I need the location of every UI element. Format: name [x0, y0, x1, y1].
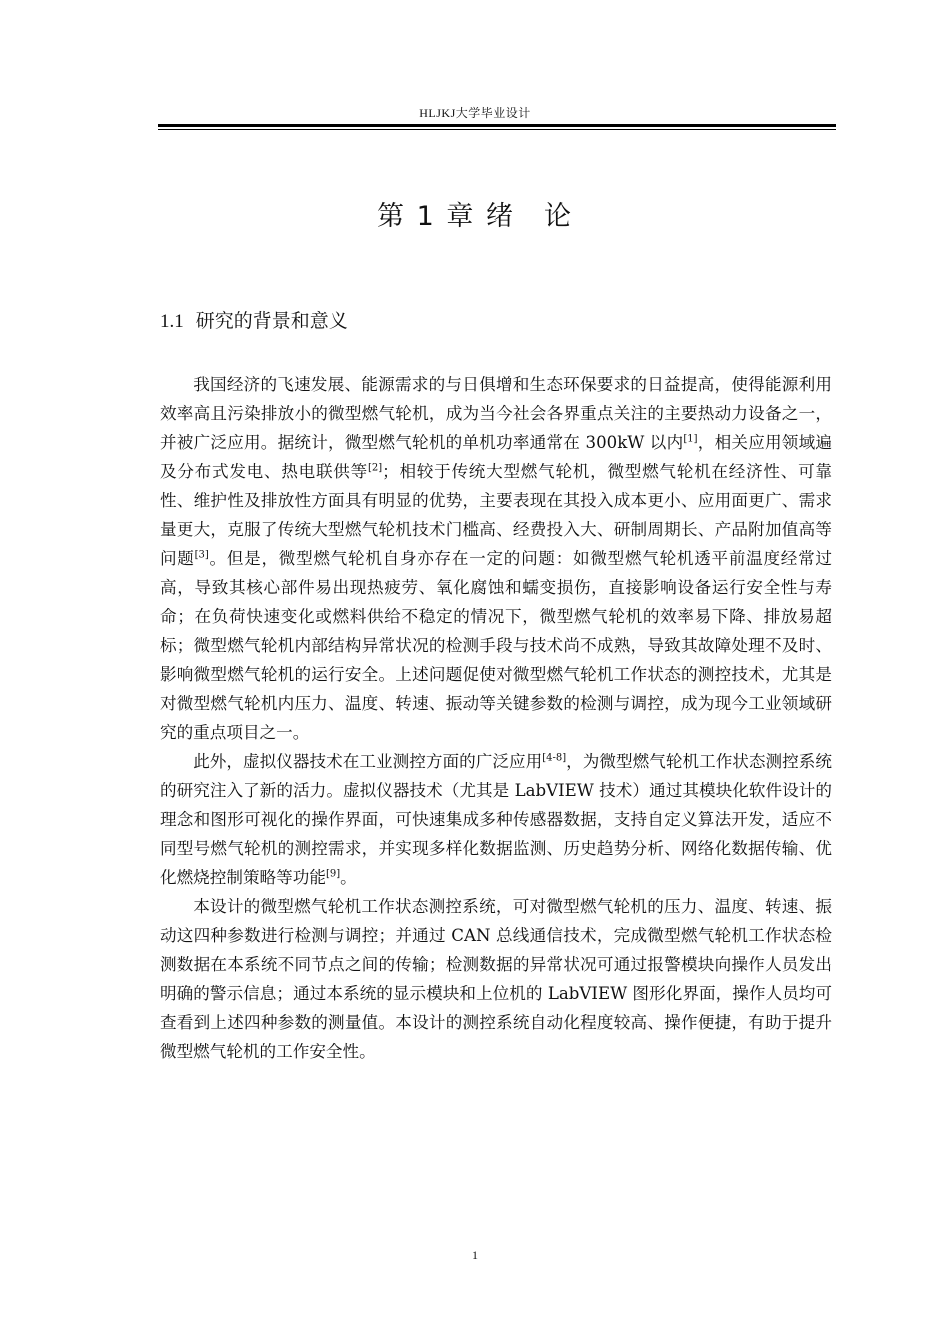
citation-ref: [3] [194, 549, 209, 561]
text-run: ，为微型燃气轮机工作状态测控系统的研究注入了新的活力。虚拟仪器技术（尤其是 LabVIEW 技术）通过其模块化软件设计的理念和图形可视化的操作界面，可快速集成多种传感器数据，支持自定义算法开发，适应不同型号燃气轮机的测控需求，并实现多样化数据监测、历史趋势分析、网络化数据传输、优化燃烧控制策略等功能 [160, 752, 832, 887]
citation-ref: [4-8] [542, 752, 567, 764]
header-rule-thick [158, 124, 836, 127]
header-rule-thin [158, 129, 836, 130]
paragraph-1 [160, 370, 832, 747]
running-header: HLJKJ大学毕业设计 [419, 106, 531, 120]
section-heading [160, 306, 348, 333]
citation-ref: [2] [367, 462, 383, 474]
text-run: 此外，虚拟仪器技术在工业测控方面的广泛应用 [193, 752, 543, 771]
page-number: 1 [472, 1248, 478, 1262]
citation-ref: [1] [683, 433, 698, 445]
text-run: 本设计的微型燃气轮机工作状态测控系统，可对微型燃气轮机的压力、温度、转速、振动这四种参数进行检测与调控；并通过 CAN 总线通信技术，完成微型燃气轮机工作状态检测数据在本系统不同节点之间的传输；检测数据的异常状况可通过报警模块向操作人员发出明确的警示信息；通过本系统的显示模块和上位机的 LabVIEW 图形化界面，操作人员均可查看到上述四种参数的测量值。本设计的测控系统自动化程度较高、操作便捷，有助于提升微型燃气轮机的工作安全性。 [160, 897, 832, 1061]
text-run: 我国经济的飞速发展、能源需求的与日俱增和生态环保要求的日益提高，使得能源利用效率高且污染排放小的微型燃气轮机，成为当今社会各界重点关注的主要热动力设备之一，并被广泛应用。据统计，微型燃气轮机的单机功率通常在 300kW 以内 [160, 375, 832, 452]
section-number: 1.1 [160, 311, 184, 332]
citation-ref: [9] [325, 868, 341, 880]
text-run: 。但是，微型燃气轮机自身亦存在一定的问题：如微型燃气轮机透平前温度经常过高，导致其核心部件易出现热疲劳、氧化腐蚀和蠕变损伤，直接影响设备运行安全性与寿命；在负荷快速变化或燃料供给不稳定的情况下，微型燃气轮机的效率易下降、排放易超标；微型燃气轮机内部结构异常状况的检测手段与技术尚不成熟，导致其故障处理不及时、影响微型燃气轮机的运行安全。上述问题促使对微型燃气轮机工作状态的测控技术，尤其是对微型燃气轮机内压力、温度、转速、振动等关键参数的检测与调控，成为现今工业领域研究的重点项目之一。 [160, 549, 833, 742]
text-run: ，相关应用领域遍及分布式发电、热电联供等 [160, 433, 832, 481]
text-run: 。 [340, 868, 357, 887]
section-title: 研究的背景和意义 [195, 310, 348, 332]
text-run: ；相较于传统大型燃气轮机，微型燃气轮机在经济性、可靠性、维护性及排放性方面具有明显的优势，主要表现在其投入成本更小、应用面更广、需求量更大，克服了传统大型燃气轮机技术门槛高、经费投入大、研制周期长、产品附加值高等问题 [160, 462, 832, 568]
chapter-title: 第 1 章 绪 论 [377, 201, 573, 232]
paragraph-3 [160, 892, 832, 1066]
body-text [160, 370, 832, 1066]
paragraph-2 [160, 747, 832, 892]
